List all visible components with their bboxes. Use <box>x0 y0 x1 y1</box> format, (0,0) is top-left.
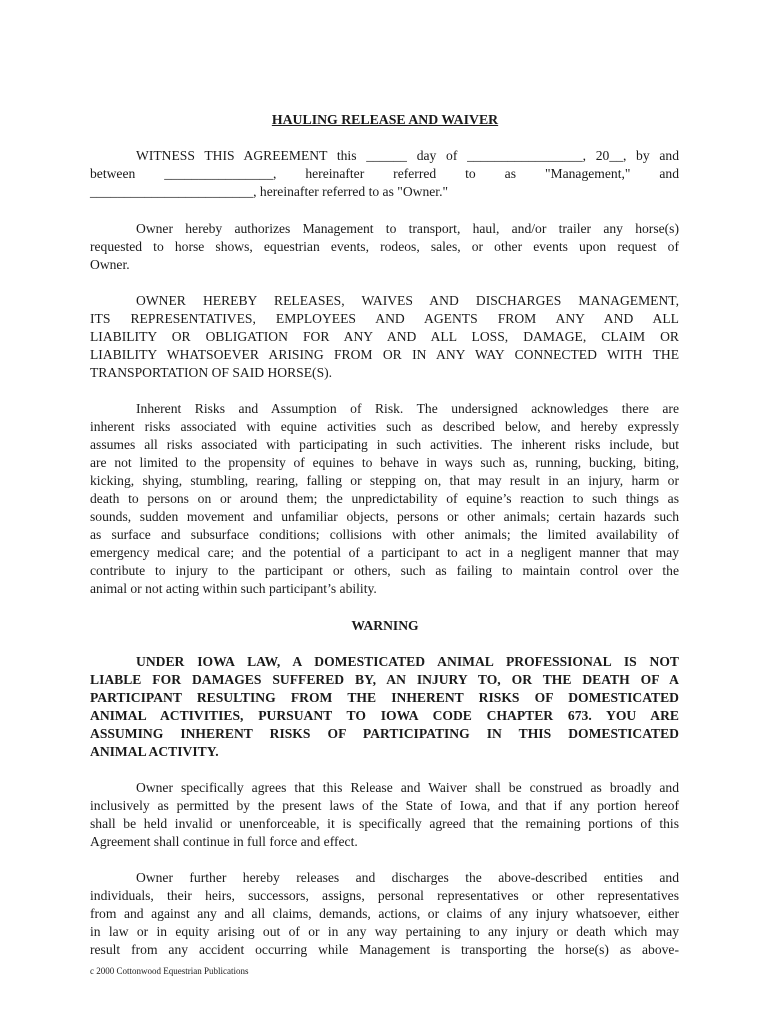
release-line: ITS REPRESENTATIVES, EMPLOYEES AND AGENTS FROM ANY AND ALL <box>90 311 679 326</box>
release-line: LIABILITY WHATSOEVER ARISING FROM OR IN ANY WAY CONNECTED WITH THE <box>90 347 679 362</box>
warning-line: LIABLE FOR DAMAGES SUFFERED BY, AN INJURY TO, OR THE DEATH OF A <box>90 672 679 687</box>
further-line: Owner further hereby releases and discharges the above-described entities and <box>136 870 679 885</box>
inherent-line: kicking, shying, stumbling, rearing, falling or stepping on, that may result in an injury, harm or <box>90 473 679 488</box>
release-line: TRANSPORTATION OF SAID HORSE(S). <box>90 365 333 380</box>
inherent-line: animal or not acting within such participant’s ability. <box>90 581 377 596</box>
warning-line: ANIMAL ACTIVITIES, PURSUANT TO IOWA CODE CHAPTER 673. YOU ARE <box>90 708 679 723</box>
construe-line: Agreement shall continue in full force and effect. <box>90 834 358 849</box>
further-line: individuals, their heirs, successors, assigns, personal representatives or other representatives <box>90 888 679 903</box>
warning-line: ANIMAL ACTIVITY. <box>90 744 219 759</box>
inherent-line: are not limited to the propensity of equines to behave in ways such as, running, bucking, biting, <box>90 455 679 470</box>
warning-line: PARTICIPANT RESULTING FROM THE INHERENT RISKS OF DOMESTICATED <box>90 690 679 705</box>
witness-line: WITNESS THIS AGREEMENT this ______ day of _________________, 20__, by and <box>136 148 679 163</box>
inherent-line: assumes all risks associated with participating in such activities. The inherent risks include, but <box>90 437 679 452</box>
warning-line: UNDER IOWA LAW, A DOMESTICATED ANIMAL PROFESSIONAL IS NOT <box>136 654 679 669</box>
inherent-line: Inherent Risks and Assumption of Risk. The undersigned acknowledges there are <box>136 401 679 416</box>
authorize-line: Owner hereby authorizes Management to transport, haul, and/or trailer any horse(s) <box>136 221 679 236</box>
inherent-line: sounds, sudden movement and unfamiliar objects, persons or other animals; certain hazards such <box>90 509 679 524</box>
authorize-line: Owner. <box>90 257 130 272</box>
construe-line: shall be held invalid or unenforceable, it is specifically agreed that the remaining portions of this <box>90 816 679 831</box>
document-title: HAULING RELEASE AND WAIVER <box>271 112 499 127</box>
authorize-line: requested to horse shows, equestrian events, rodeos, sales, or other events upon request of <box>90 239 679 254</box>
release-line: OWNER HEREBY RELEASES, WAIVES AND DISCHARGES MANAGEMENT, <box>136 293 679 308</box>
inherent-line: inherent risks associated with equine activities such as described below, and hereby expressly <box>90 419 679 434</box>
footer-copyright: c 2000 Cottonwood Equestrian Publications <box>90 966 249 976</box>
further-line: from and against any and all claims, demands, actions, or claims of any injury whatsoever, either <box>90 906 679 921</box>
witness-line: ________________________, hereinafter referred to as "Owner." <box>90 184 449 199</box>
construe-line: inclusively as permitted by the present laws of the State of Iowa, and that if any portion hereof <box>90 798 679 813</box>
further-line: result from any accident occurring while Management is transporting the horse(s) as above- <box>90 942 679 957</box>
inherent-line: death to persons on or around them; the unpredictability of equine’s reaction to such things as <box>90 491 679 506</box>
construe-line: Owner specifically agrees that this Release and Waiver shall be construed as broadly and <box>136 780 679 795</box>
witness-line: between ________________, hereinafter referred to as "Management," and <box>90 166 679 181</box>
inherent-line: contribute to injury to the participant or others, such as failing to maintain control over the <box>90 563 679 578</box>
warning-heading: WARNING <box>351 618 419 633</box>
inherent-line: as surface and subsurface conditions; collisions with other animals; the limited availability of <box>90 527 679 542</box>
warning-line: ASSUMING INHERENT RISKS OF PARTICIPATING IN THIS DOMESTICATED <box>90 726 679 741</box>
inherent-line: emergency medical care; and the potential of a participant to act in a negligent manner that may <box>90 545 679 560</box>
further-line: in law or in equity arising out of or in any way pertaining to any injury or death which may <box>90 924 679 939</box>
release-line: LIABILITY OR OBLIGATION FOR ANY AND ALL LOSS, DAMAGE, CLAIM OR <box>90 329 679 344</box>
